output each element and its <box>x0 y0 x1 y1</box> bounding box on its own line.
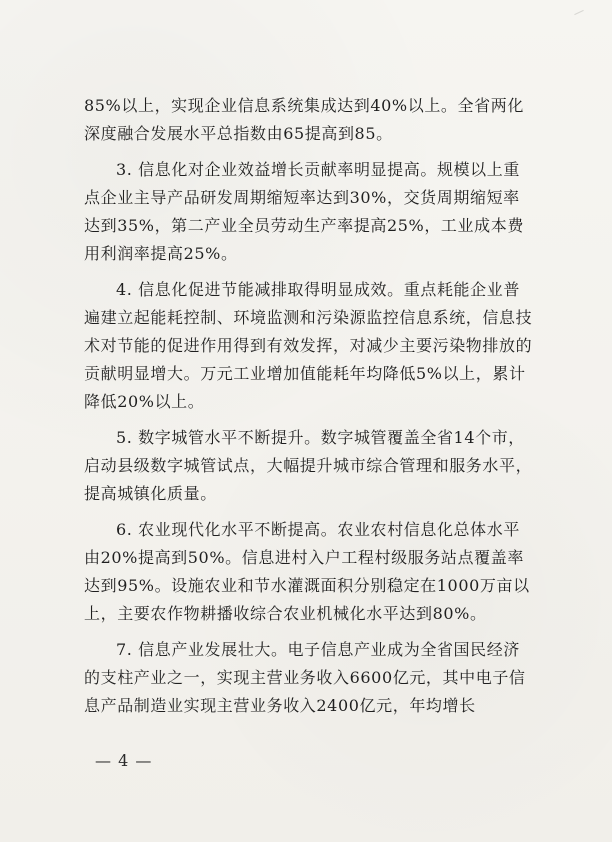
scan-mark <box>574 10 583 15</box>
paragraph-6: 7. 信息产业发展壮大。电子信息产业成为全省国民经济的支柱产业之一，实现主营业务收入6600亿元，其中电子信息产品制造业实现主营业务收入2400亿元，年均增长 <box>84 640 526 715</box>
paragraph-1: 85%以上，实现企业信息系统集成达到40%以上。全省两化深度融合发展水平总指数由65提高到85。 <box>84 96 524 143</box>
page-number: — 4 — <box>95 751 153 770</box>
document-body <box>84 92 536 728</box>
paragraph-5: 6. 农业现代化水平不断提高。农业农村信息化总体水平由20%提高到50%。信息进村入户工程村级服务站点覆盖率达到95%。设施农业和节水灌溉面积分别稳定在1000万亩以上，主要农作物耕播收综合农业机械化水平达到80%。 <box>84 520 530 623</box>
paragraph-3: 4. 信息化促进节能减排取得明显成效。重点耗能企业普遍建立起能耗控制、环境监测和污染源监控信息系统，信息技术对节能的促进作用得到有效发挥，对减少主要污染物排放的贡献明显增大。万元工业增加值能耗年均降低5%以上，累计降低20%以上。 <box>84 280 533 411</box>
paragraph-2: 3. 信息化对企业效益增长贡献率明显提高。规模以上重点企业主导产品研发周期缩短率达到30%，交货周期缩短率达到35%，第二产业全员劳动生产率提高25%，工业成本费用利润率提高25%。 <box>84 160 524 263</box>
paragraph-4: 5. 数字城管水平不断提升。数字城管覆盖全省14个市，启动县级数字城管试点，大幅提升城市综合管理和服务水平，提高城镇化质量。 <box>84 428 533 503</box>
